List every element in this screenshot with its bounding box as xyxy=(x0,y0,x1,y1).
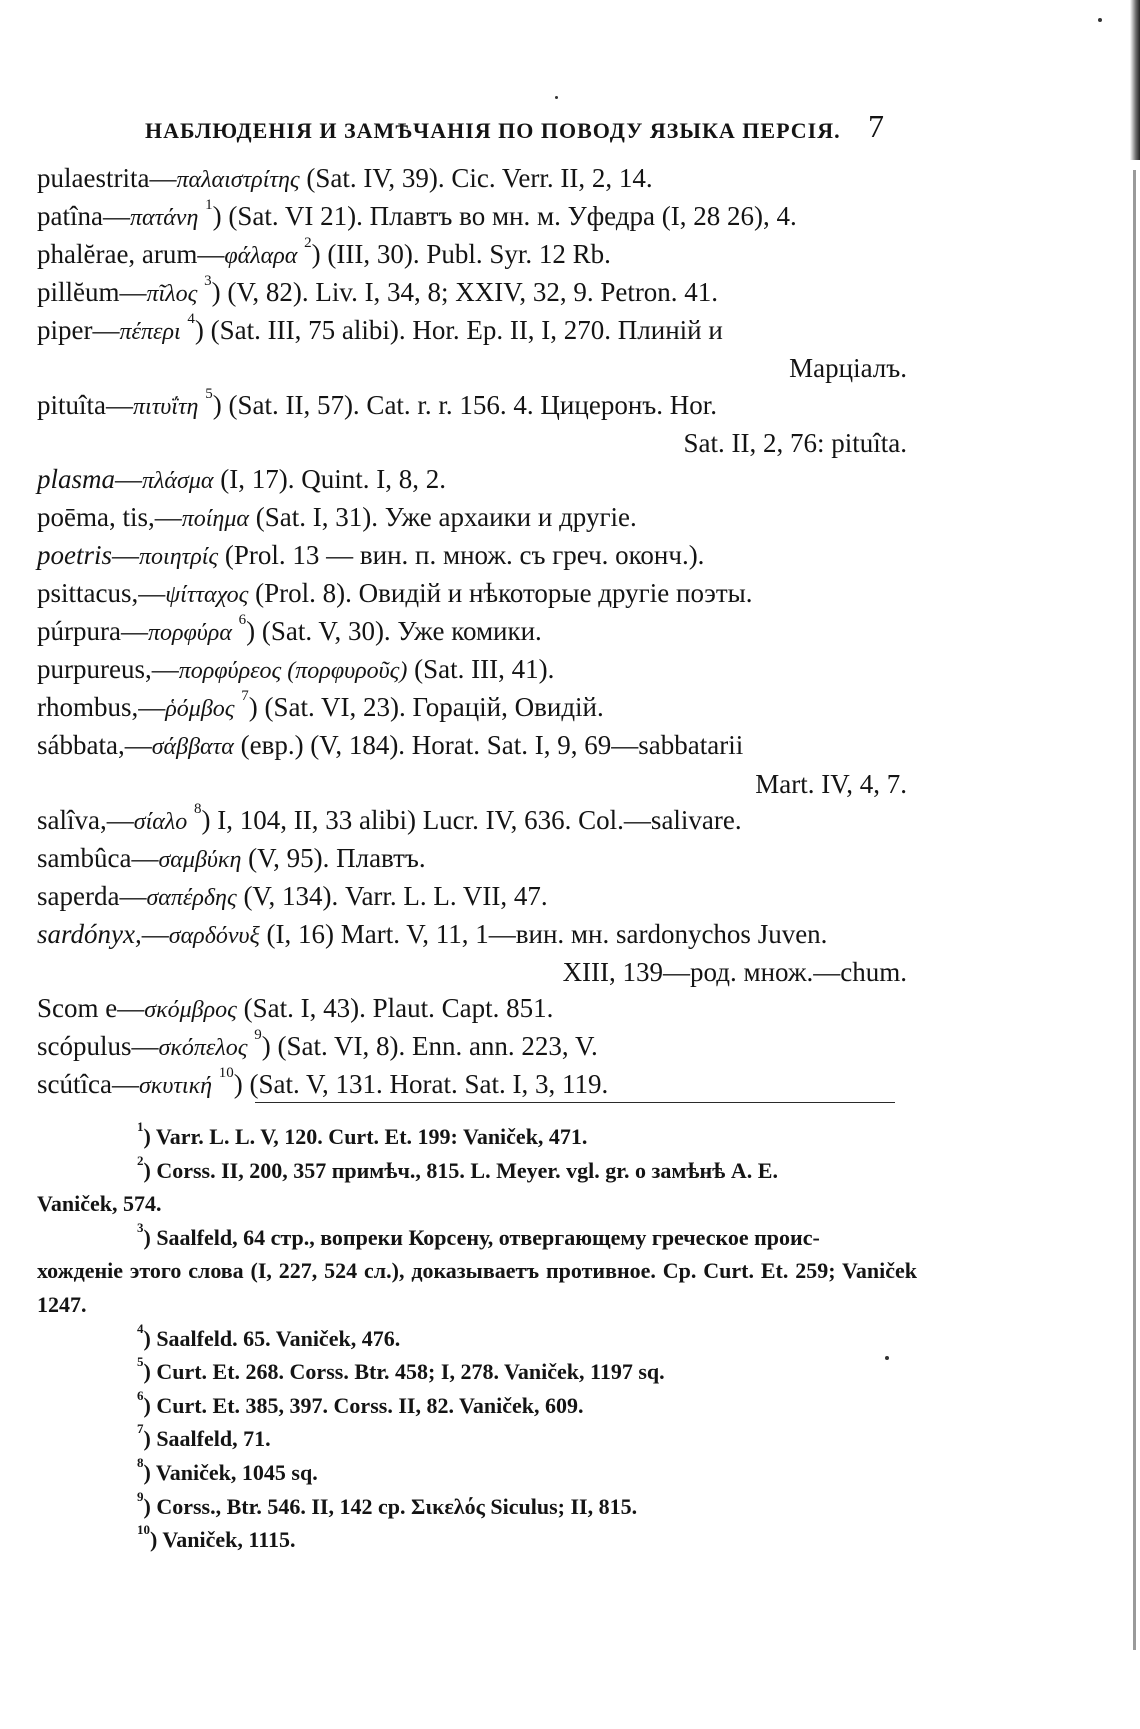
glossary-entry xyxy=(37,1028,917,1066)
entry-dash: — xyxy=(119,277,147,308)
footnote-marker-paren: ) xyxy=(212,201,222,232)
footnotes xyxy=(37,1120,917,1557)
entry-latin-headword: plasma xyxy=(37,463,116,494)
entry-citation: (Sat. I, 31). Уже архаики и другіе. xyxy=(255,501,637,532)
glossary-entry xyxy=(37,236,917,274)
entry-latin-headword: sardónyx, xyxy=(37,918,142,949)
footnote xyxy=(37,1523,917,1557)
entry-greek-word: πατάνη xyxy=(129,205,199,232)
entry-dash: — xyxy=(138,692,166,723)
entry-continuation: XIII, 139—род. множ.—chum. xyxy=(562,956,907,987)
page-number: 7 xyxy=(868,108,884,144)
footnote-number: 3 xyxy=(137,1219,144,1235)
footnote-text: ) Varr. L. L. V, 120. Curt. Et. 199: Vaniček, 471. xyxy=(143,1124,588,1149)
entry-citation: (V, 82). Liv. I, 34, 8; XXIV, 32, 9. Petron. 41. xyxy=(227,277,719,308)
entry-latin-headword: scópulus xyxy=(37,1031,132,1062)
entry-greek-word: πιτυΐτη xyxy=(133,393,199,420)
entry-continuation: Марціалъ. xyxy=(789,353,907,384)
footnote-marker-paren: ) xyxy=(246,616,256,647)
entry-citation: (Prol. 13 — вин. п. множ. съ греч. оконч.). xyxy=(224,539,705,570)
footnote xyxy=(37,1456,917,1490)
entry-latin-headword: Scom e xyxy=(37,993,118,1024)
entry-citation: (Sat. II, 57). Cat. r. r. 156. 4. Цицеронъ. Hor. xyxy=(228,389,717,420)
entry-dash: — xyxy=(131,1031,159,1062)
entry-greek-word: παλαιστρίτης xyxy=(176,167,300,193)
footnote-text: ) Vaniček, 1045 sq. xyxy=(143,1459,318,1485)
glossary-entry xyxy=(37,160,917,198)
entry-greek-word: σάββατα xyxy=(151,734,234,761)
entry-greek-word: σαπέρδης xyxy=(146,884,237,911)
entry-latin-headword: poetris xyxy=(37,539,113,570)
entry-dash: — xyxy=(120,616,148,647)
entry-citation: (Sat. VI, 8). Enn. ann. 223, V. xyxy=(277,1031,598,1062)
entry-latin-headword: piper xyxy=(37,315,93,346)
footnote-separator xyxy=(255,1102,895,1103)
scan-speck xyxy=(885,1356,889,1360)
entry-latin-headword: pillĕum xyxy=(37,277,120,308)
glossary-entry xyxy=(37,727,917,765)
footnote-marker-paren: ) xyxy=(212,389,222,420)
entry-greek-word: σκόπελος xyxy=(158,1035,248,1062)
footnote xyxy=(37,1221,917,1255)
entry-continuation: Mart. IV, 4, 7. xyxy=(755,768,907,799)
entry-greek-word: πορφύρα xyxy=(147,620,232,647)
entry-greek-word: ψίτταχος xyxy=(165,582,249,609)
footnote-marker: 3 xyxy=(204,273,212,290)
footnote-number: 9 xyxy=(137,1488,144,1504)
footnote-marker-paren: ) xyxy=(248,692,258,723)
entry-latin-headword: sábbata, xyxy=(37,730,125,761)
footnote-number: 5 xyxy=(137,1354,144,1370)
entry-latin-headword: pulaestrita xyxy=(37,163,150,193)
footnote-marker: 8 xyxy=(193,800,202,817)
footnote-marker-paren: ) xyxy=(311,239,321,270)
scan-speck xyxy=(1098,18,1102,22)
entry-greek-word: πορφύρεος (πορφυροῦς) xyxy=(178,658,408,685)
entry-greek-word: σκυτική xyxy=(138,1073,213,1100)
footnote-continuation: Vaniček, 574. xyxy=(37,1191,162,1217)
glossary-entry xyxy=(37,537,917,575)
glossary-entry xyxy=(37,613,917,651)
entry-greek-word: σίαλο xyxy=(133,808,188,835)
entry-citation: (Sat. V, 131. Horat. Sat. I, 3, 119. xyxy=(249,1069,609,1100)
entry-dash: — xyxy=(141,918,169,949)
scan-speck xyxy=(555,96,558,99)
footnote-marker-paren: ) xyxy=(261,1031,271,1062)
entry-latin-headword: sambûca xyxy=(37,842,132,873)
footnote-text: ) Corss. II, 200, 357 примѣч., 815. L. Meyer. vgl. gr. о замѣнѣ A. E. xyxy=(143,1157,778,1183)
footnote-text: ) Curt. Et. 385, 397. Corss. II, 82. Vaniček, 609. xyxy=(143,1392,584,1418)
entry-dash: — xyxy=(106,804,134,835)
entry-dash: — xyxy=(138,578,166,609)
entry-dash: — xyxy=(124,730,152,761)
entry-latin-headword: psittacus, xyxy=(37,578,139,609)
footnote-number: 8 xyxy=(137,1454,144,1470)
entry-latin-headword: púrpura xyxy=(37,616,121,647)
entry-citation: (Sat. VI 21). Плавтъ во мн. м. Уфедра (I, 28 26), 4. xyxy=(228,201,797,232)
entry-dash: — xyxy=(131,842,159,873)
glossary-entry xyxy=(37,916,917,954)
footnote-text: ) Saalfeld. 65. Vaniček, 476. xyxy=(143,1325,401,1351)
footnote-marker: 9 xyxy=(254,1027,262,1044)
footnote-number: 10 xyxy=(137,1522,150,1538)
glossary-entry xyxy=(37,274,917,312)
entry-dash: — xyxy=(154,501,182,532)
entry-latin-headword: salîva, xyxy=(37,804,107,835)
glossary-entry xyxy=(37,689,917,727)
entry-latin-headword: patîna xyxy=(37,201,103,232)
glossary-entry xyxy=(37,575,917,613)
footnote xyxy=(37,1322,917,1356)
entry-citation: (III, 30). Publ. Syr. 12 Rb. xyxy=(327,239,611,270)
glossary-entry xyxy=(37,840,917,878)
entry-dash: — xyxy=(102,201,130,232)
entry-dash: — xyxy=(119,880,147,911)
entry-citation: (евр.) (V, 184). Horat. Sat. I, 9, 69—sabbatarii xyxy=(240,730,744,761)
entry-citation: (Sat. III, 75 alibi). Hor. Ep. II, I, 270. Плиній и xyxy=(210,315,723,346)
footnote-marker: 2 xyxy=(304,235,312,252)
entry-greek-word: πέπερι xyxy=(119,319,181,346)
footnote-marker: 5 xyxy=(205,385,213,402)
entry-latin-headword: rhombus, xyxy=(37,692,139,723)
entry-greek-word: ποιητρίς xyxy=(139,543,219,570)
footnote-marker: 10 xyxy=(218,1065,234,1082)
entry-citation: (I, 16) Mart. V, 11, 1—вин. мн. sardonychos Juven. xyxy=(266,918,828,949)
entry-latin-headword: phalĕrae, arum xyxy=(37,239,198,270)
footnote-marker: 4 xyxy=(187,311,195,328)
footnote-marker: 7 xyxy=(241,688,249,705)
footnote-marker: 1 xyxy=(205,197,213,214)
entry-citation: I, 104, II, 33 alibi) Lucr. IV, 636. Col.—salivare. xyxy=(217,804,742,835)
entry-greek-word: σαρδόνυξ xyxy=(168,922,260,949)
footnote-text: ) Corss., Btr. 546. II, 142 ср. Σικελός Siculus; II, 815. xyxy=(143,1493,638,1519)
glossary-entry xyxy=(37,878,917,916)
entry-latin-headword: scútîca xyxy=(37,1069,112,1100)
entry-latin-headword: saperda xyxy=(37,880,120,911)
footnote-marker: 6 xyxy=(238,612,247,629)
footnote-number: 2 xyxy=(137,1152,144,1168)
entry-citation: (Sat. III, 41). xyxy=(414,654,555,685)
footnote xyxy=(37,1422,917,1456)
footnote-number: 7 xyxy=(137,1421,144,1437)
entry-greek-word: ποίημα xyxy=(181,505,249,532)
glossary-entry xyxy=(37,990,917,1028)
glossary-entry xyxy=(37,312,917,350)
footnote-marker-paren: ) xyxy=(194,315,204,346)
footnote-text: ) Saalfeld, 71. xyxy=(143,1426,271,1452)
entry-dash: — xyxy=(197,239,225,270)
entry-latin-headword: poēma, tis, xyxy=(37,501,155,532)
footnote-text: ) Curt. Et. 268. Corss. Btr. 458; I, 278. Vaniček, 1197 sq. xyxy=(143,1359,665,1385)
footnote-marker-paren: ) xyxy=(233,1069,243,1100)
footnote-marker-paren: ) xyxy=(201,804,211,835)
entry-dash: — xyxy=(151,654,179,685)
footnote-number: 4 xyxy=(137,1320,144,1336)
footnote xyxy=(37,1355,917,1389)
entry-citation: (Sat. I, 43). Plaut. Capt. 851. xyxy=(243,993,554,1024)
footnote-marker-paren: ) xyxy=(211,277,221,308)
entry-greek-word: σαμβύκη xyxy=(158,846,242,873)
glossary-entry xyxy=(37,1066,917,1104)
entry-dash: — xyxy=(112,539,140,570)
page-edge-line xyxy=(1133,170,1136,1650)
footnote-number: 1 xyxy=(137,1119,144,1134)
footnote-number: 6 xyxy=(137,1387,144,1403)
footnote xyxy=(37,1389,917,1423)
entry-citation: (V, 95). Плавтъ. xyxy=(248,842,426,873)
entry-citation: (V, 134). Varr. L. L. VII, 47. xyxy=(243,880,548,911)
footnote xyxy=(37,1490,917,1524)
entry-continuation: Sat. II, 2, 76: pituîta. xyxy=(683,427,907,458)
entry-citation: (Prol. 8). Овидій и нѣкоторые другіе поэты. xyxy=(255,578,753,609)
entry-dash: — xyxy=(92,315,120,346)
entry-citation: (Sat. V, 30). Уже комики. xyxy=(261,616,542,647)
footnote-text: ) Saalfeld, 64 стр., вопреки Корсену, отвергающему греческое проис- xyxy=(143,1224,820,1250)
running-title: НАБЛЮДЕНІЯ И ЗАМѢЧАНІЯ ПО ПОВОДУ ЯЗЫКА ПЕРСІЯ. xyxy=(145,118,841,143)
glossary-entry xyxy=(37,461,917,499)
entry-latin-headword: pituîta xyxy=(37,389,106,420)
entry-citation: (I, 17). Quint. I, 8, 2. xyxy=(220,463,446,494)
entry-latin-headword: purpureus, xyxy=(37,654,152,685)
entry-dash: — xyxy=(117,993,145,1024)
footnote-text: ) Vaniček, 1115. xyxy=(150,1527,296,1553)
entry-greek-word: πλάσμα xyxy=(142,467,214,494)
entry-dash: — xyxy=(115,463,143,494)
entry-greek-word: σκόμβρος xyxy=(144,997,237,1024)
entry-citation: (Sat. VI, 23). Горацій, Овидій. xyxy=(264,692,604,723)
glossary-entry xyxy=(37,198,917,236)
entry-dash: — xyxy=(111,1069,139,1100)
footnote-continuation: хожденіе этого слова (I, 227, 524 сл.), доказываетъ противное. Ср. Curt. Et. 259; Vaniček 1247. xyxy=(37,1258,917,1317)
entry-greek-word: ῥόμβος xyxy=(165,696,235,723)
glossary-entry xyxy=(37,387,917,425)
footnote xyxy=(37,1120,917,1154)
glossary-entry xyxy=(37,802,917,840)
page-edge-shadow xyxy=(1130,0,1140,160)
glossary-entry xyxy=(37,651,917,689)
glossary-entries xyxy=(37,160,917,1104)
entry-citation: (Sat. IV, 39). Cic. Verr. II, 2, 14. xyxy=(306,163,653,193)
entry-dash: — xyxy=(149,163,177,193)
glossary-entry xyxy=(37,499,917,537)
entry-dash: — xyxy=(106,389,133,420)
entry-greek-word: φάλαρα xyxy=(224,243,298,270)
footnote xyxy=(37,1154,917,1188)
entry-greek-word: πῖλος xyxy=(146,281,198,308)
